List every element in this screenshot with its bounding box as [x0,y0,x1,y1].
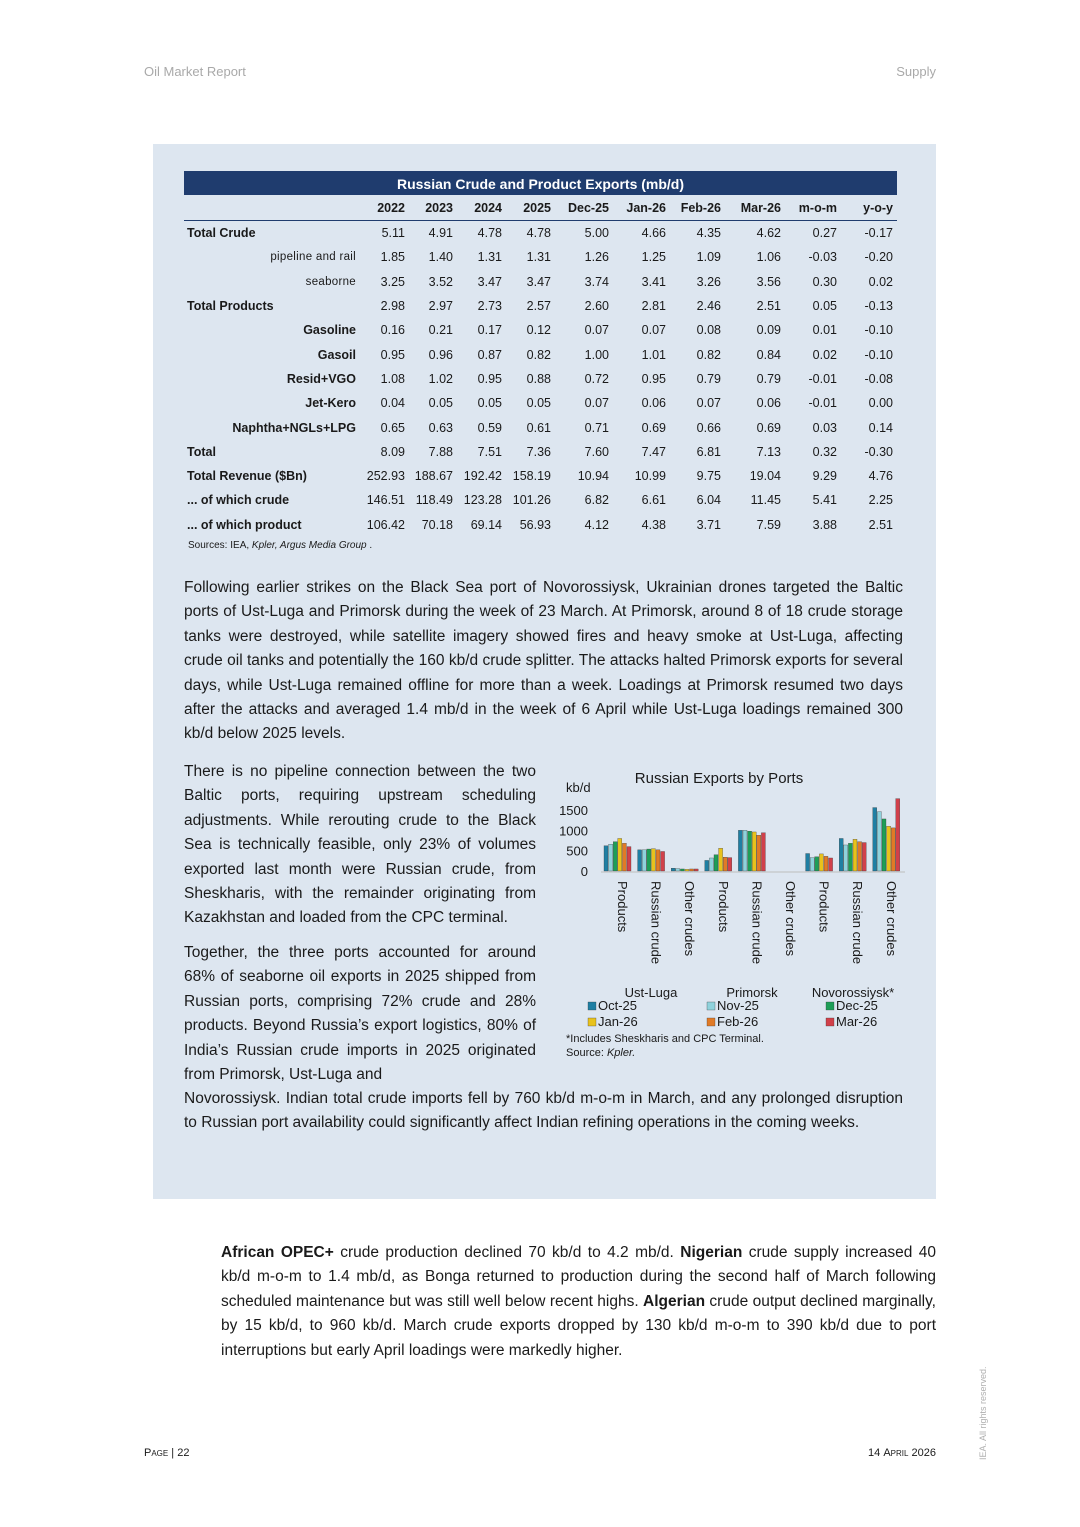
legend-label: Oct-25 [598,998,638,1013]
bar-mar-26 [862,843,866,871]
bar-dec-25 [714,855,718,871]
column-header: Dec-25 [555,196,613,221]
bar-oct-25 [705,860,709,871]
page-num: | 22 [171,1447,190,1459]
table-cell: 3.47 [526,274,551,289]
table-cell: 1.31 [477,250,502,265]
bar-nov-25 [743,830,747,871]
row-label: Total [187,444,216,459]
table-cell: 6.04 [696,493,721,508]
copyright-note: IEA. All rights reserved. [978,1366,988,1460]
table-cell: 2.25 [868,493,893,508]
table-row [184,415,897,439]
table-cell: 0.82 [526,347,551,362]
table-cell: 0.09 [756,323,781,338]
table-cell: -0.08 [864,371,893,386]
table-cell: 9.75 [696,469,721,484]
table-cell: 1.02 [428,371,453,386]
table-cell: 2.98 [380,299,405,314]
bar-mar-26 [896,799,900,871]
table-cell: -0.01 [808,396,837,411]
bar-feb-26 [824,856,828,871]
table-cell: 4.91 [428,226,453,241]
legend-label: Feb-26 [717,1014,759,1029]
p4-text-3: crude output declined marginally, by 15 kb/d, to 960 kb/d. March crude exports dropped by 130 kb/d m-o-m to 390 kb/d due to port interruptions but early April loadings were markedly higher. [221,1292,936,1359]
bar-feb-26 [891,828,895,871]
row-label: ... of which product [187,517,302,532]
y-tick-label: 500 [566,843,588,859]
x-tick-label: Russian crude [749,881,765,965]
table-header-row [184,196,897,221]
table-cell: 6.61 [641,493,666,508]
group-label: Novorossiysk* [811,985,895,1000]
p4-bold-1: African OPEC+ [221,1244,334,1261]
table-cell: 3.88 [812,517,837,532]
table-cell: 5.11 [381,226,405,241]
x-tick-label: Other crudes [682,881,698,957]
table-cell: 0.27 [812,226,837,241]
report-date [868,1447,936,1459]
table-cell: 1.40 [428,250,453,265]
table-cell: 0.12 [526,323,551,338]
table-cell: 0.72 [584,371,609,386]
row-label: Total Products [187,299,274,314]
table-cell: 1.26 [584,250,609,265]
table-cell: 0.71 [584,420,609,435]
table-row [184,367,897,391]
bar-mar-26 [728,858,732,871]
bar-oct-25 [806,854,810,871]
table-cell: 0.30 [812,274,837,289]
bar-mar-26 [661,851,665,871]
table-cell: 0.08 [696,323,721,338]
p4-bold-2: Nigerian [680,1244,743,1261]
row-label: Resid+VGO [286,371,356,386]
bar-nov-25 [877,812,881,871]
row-label: pipeline and rail [270,251,356,264]
table-cell: 0.79 [756,371,781,386]
bar-mar-26 [829,858,833,871]
x-tick-label: Russian crude [850,881,866,965]
table-cell: 158.19 [512,469,551,484]
table-cell: 5.00 [584,226,609,241]
table-cell: 0.05 [812,299,837,314]
table-cell: 0.05 [477,396,502,411]
table-cell: 7.88 [428,444,453,459]
chart-source-prefix: Source: [566,1047,607,1059]
russian-exports-chart [553,762,905,1062]
table-cell: 1.25 [641,250,666,265]
y-tick-label: 0 [580,864,588,879]
column-header: 2022 [362,196,409,221]
table-cell: 4.78 [477,226,502,241]
bar-feb-26 [622,843,626,871]
paragraph-3a: Together, the three ports accounted for around 68% of seaborne oil exports in 2025 shipped from Russian ports, comprising 72% crude and 28% products. Beyond Russia’s export logistics, 80% of India’s Russian crude imports in 2025 originated from Primorsk, Ust-Luga and [184,944,536,1084]
table-cell: 0.02 [868,274,893,289]
page-label: Page [144,1447,169,1459]
table-cell: 0.05 [526,396,551,411]
page-number [144,1447,189,1459]
bar-jan-26 [752,832,756,871]
table-row [184,440,897,464]
bar-nov-25 [844,845,848,871]
bar-jan-26 [651,849,655,871]
bar-feb-26 [723,857,727,871]
bar-jan-26 [719,848,723,871]
table-cell: 0.66 [696,420,721,435]
table-cell: 192.42 [463,469,502,484]
table-row [184,342,897,366]
table-row [184,318,897,342]
column-header: 2024 [457,196,506,221]
chart-source [566,1047,635,1059]
row-label: ... of which crude [187,493,290,508]
paragraph-4 [221,1241,936,1363]
table-cell: 0.95 [641,371,666,386]
table-cell: 123.28 [463,493,502,508]
bar-jan-26 [853,839,857,871]
p4-text-1: crude production declined 70 kb/d to 4.2 mb/d. [333,1244,681,1261]
p4-text-2: crude supply increased 40 kb/d m-o-m to 1.4 mb/d, as Bonga returned to production during the second half of March following scheduled maintenance but was still well below recent highs. [221,1244,937,1310]
table-cell: 0.06 [641,396,666,411]
table-cell: -0.13 [864,299,893,314]
column-header: 2023 [409,196,457,221]
table-row [184,513,897,537]
table-row [184,270,897,294]
group-label: Primorsk [726,985,778,1000]
chart-ylabel: kb/d [566,780,591,795]
bar-oct-25 [604,846,608,871]
header-empty [184,196,362,221]
table-cell: 0.84 [756,347,781,362]
table-cell: -0.10 [864,323,893,338]
table-cell: 0.07 [641,323,666,338]
paragraph-2: There is no pipeline connection between the two Baltic ports, requiring upstream scheduling adjustments. While rerouting crude to the Black Sea is technically feasible, only 23% of volumes exported last month were Russian crude, from Sheskharis, with the remainder originating from Kazakhstan and loaded from the CPC terminal. [184,763,536,927]
chart-source-italic: Kpler. [606,1047,636,1059]
table-cell: -0.17 [864,226,893,241]
bar-dec-25 [680,869,684,871]
table-cell: 3.74 [584,274,609,289]
table-cell: 0.07 [584,396,609,411]
row-label: Total Crude [187,226,256,241]
bar-oct-25 [638,850,642,871]
x-tick-label: Products [816,881,832,933]
legend-label: Dec-25 [836,998,878,1013]
table-cell: 8.09 [380,444,405,459]
bar-mar-26 [694,869,698,871]
bar-feb-26 [858,842,862,871]
table-cell: 0.96 [428,347,453,362]
paragraph-1: Following earlier strikes on the Black Sea port of Novorossiysk, Ukrainian drones targeted the Baltic ports of Ust-Luga and Primorsk during the week of 23 March. At Primorsk, around 8 of 18 crude storage tanks were destroyed, while satellite imagery showed fires and heavy smoke at Ust-Luga, affecting crude oil tanks and potentially the 160 kb/d crude splitter. The attacks halted Primorsk exports for several days, while Ust-Luga remained offline for more than a week. Loadings at Primorsk resumed two days after the attacks and averaged 1.4 mb/d in the week of 6 April while Ust-Luga loadings remained 300 kb/d below 2025 levels. [184,579,903,743]
row-label: Jet-Kero [305,396,356,411]
table-cell: 10.99 [634,469,666,484]
table-cell: 1.31 [526,250,551,265]
bar-jan-26 [887,826,891,871]
table-cell: 0.65 [380,420,405,435]
table-row [184,464,897,488]
table-cell: 1.08 [380,371,405,386]
chart-footnote: *Includes Sheskharis and CPC Terminal. [566,1033,764,1045]
p4-bold-3: Algerian [643,1292,706,1310]
table-cell: 69.14 [470,517,502,532]
table-cell: 0.59 [477,420,502,435]
column-header: Mar-26 [725,196,785,221]
table-cell: 0.21 [428,323,453,338]
table-cell: 0.87 [477,347,502,362]
date-year: 2026 [911,1447,936,1459]
table-cell: 0.14 [868,420,893,435]
column-header: y-o-y [841,196,897,221]
table-cell: 3.26 [696,274,721,289]
bar-oct-25 [839,838,843,871]
bar-jan-26 [618,838,622,871]
table-cell: 4.76 [868,469,893,484]
legend-swatch [588,1002,596,1010]
table-row [184,294,897,318]
bar-nov-25 [810,858,814,871]
table-cell: 4.78 [526,226,551,241]
table-cell: 0.06 [756,396,781,411]
table-cell: 0.82 [696,347,721,362]
table-row [184,221,897,246]
bar-feb-26 [757,835,761,871]
bar-dec-25 [882,819,886,871]
table-cell: 252.93 [366,469,405,484]
bar-jan-26 [819,854,823,871]
group-label: Ust-Luga [624,985,678,1000]
table-cell: 0.95 [477,371,502,386]
table-cell: 0.01 [812,323,837,338]
bar-dec-25 [613,842,617,871]
column-header: 2025 [506,196,555,221]
bar-mar-26 [761,833,765,871]
row-label: Gasoline [303,323,356,338]
table-cell: 0.69 [641,420,666,435]
table-cell: 2.81 [641,299,666,314]
exports-table [184,196,897,537]
table-cell: 5.41 [812,493,837,508]
table-cell: 118.49 [415,493,453,508]
x-tick-label: Other crudes [783,881,798,957]
table-cell: 3.52 [428,274,453,289]
bar-nov-25 [609,844,613,871]
row-label: Naphtha+NGLs+LPG [232,420,356,435]
table-cell: 6.82 [584,493,609,508]
report-title: Oil Market Report [144,64,246,79]
section-title: Supply [896,64,936,79]
table-cell: 0.79 [696,371,721,386]
table-cell: 4.62 [756,226,781,241]
bar-oct-25 [738,830,742,871]
bar-feb-26 [690,869,694,871]
table-cell: 4.66 [641,226,666,241]
legend-label: Jan-26 [598,1014,638,1029]
bar-mar-26 [627,847,631,871]
table-cell: 7.51 [477,444,502,459]
table-cell: 0.07 [696,396,721,411]
legend-swatch [707,1002,715,1010]
bar-nov-25 [676,869,680,871]
column-header: Feb-26 [670,196,725,221]
bar-nov-25 [642,850,646,871]
table-cell: 0.88 [526,371,551,386]
table-cell: 3.25 [380,274,405,289]
table-source [188,540,372,551]
table-cell: 0.16 [380,323,405,338]
bar-dec-25 [647,849,651,871]
table-cell: 0.07 [584,323,609,338]
table-cell: 0.00 [868,396,893,411]
table-cell: 146.51 [366,493,405,508]
row-label: Gasoil [317,347,356,362]
table-cell: 7.60 [584,444,609,459]
table-cell: 2.97 [428,299,453,314]
table-cell: 1.00 [584,347,609,362]
bar-dec-25 [748,831,752,871]
table-cell: 70.18 [421,517,453,532]
paragraph-3b: Novorossiysk. Indian total crude imports fell by 760 kb/d m-o-m in March, and any prolonged disruption to Russian port availability could significantly affect Indian refining operations in the coming weeks. [184,1090,903,1132]
bar-nov-25 [709,858,713,871]
table-cell: -0.20 [864,250,893,265]
legend-label: Nov-25 [717,998,759,1013]
x-tick-label: Products [715,881,731,933]
row-label: Total Revenue ($Bn) [187,469,307,484]
table-cell: 56.93 [519,517,551,532]
table-cell: 7.47 [641,444,666,459]
legend-label: Mar-26 [836,1014,878,1029]
table-cell: -0.01 [808,371,837,386]
table-source-prefix: Sources: IEA, [188,540,250,551]
table-cell: -0.03 [808,250,837,265]
x-tick-label: Other crudes [883,881,899,957]
table-source-italic: Kpler, Argus Media Group [251,540,367,551]
bar-oct-25 [873,808,877,871]
table-cell: 4.12 [584,517,609,532]
y-tick-label: 1000 [559,823,588,839]
table-cell: 2.73 [477,299,502,314]
table-cell: 188.67 [414,469,453,484]
legend-swatch [707,1018,715,1026]
table-row [184,391,897,415]
table-cell: 3.47 [477,274,502,289]
table-cell: 1.09 [696,250,721,265]
table-cell: 19.04 [749,469,781,484]
bar-dec-25 [815,857,819,871]
legend-swatch [826,1002,834,1010]
column-header: m-o-m [785,196,841,221]
table-cell: 0.04 [380,396,405,411]
date-day: 14 [868,1447,881,1459]
table-cell: 2.60 [584,299,609,314]
table-cell: -0.30 [864,444,893,459]
legend-swatch [826,1018,834,1026]
table-cell: 0.61 [526,420,551,435]
table-row [184,245,897,269]
table-cell: 10.94 [577,469,609,484]
table-cell: 0.02 [812,347,837,362]
table-cell: 0.32 [812,444,837,459]
table-cell: 3.56 [756,274,781,289]
x-tick-label: Russian crude [648,881,664,965]
legend-swatch [588,1018,596,1026]
table-cell: 11.45 [750,493,781,508]
chart-title: Russian Exports by Ports [634,770,804,787]
bar-jan-26 [685,869,689,871]
table-cell: 7.13 [756,444,781,459]
table-cell: 106.42 [366,517,405,532]
table-cell: 0.63 [428,420,453,435]
table-cell: 0.17 [477,323,502,338]
date-month: April [883,1447,909,1459]
table-cell: 0.95 [380,347,405,362]
table-title: Russian Crude and Product Exports (mb/d) [184,171,897,195]
bar-oct-25 [671,868,675,871]
bar-dec-25 [848,843,852,871]
table-cell: 7.59 [756,517,781,532]
y-tick-label: 1500 [559,803,588,818]
table-cell: 2.51 [756,299,781,314]
table-cell: 4.38 [641,517,666,532]
table-source-suffix: . [369,540,373,551]
table-cell: 7.36 [526,444,551,459]
x-tick-label: Products [615,881,630,933]
table-cell: 3.71 [696,517,721,532]
table-cell: 2.57 [526,299,551,314]
table-row [184,488,897,512]
table-cell: 0.03 [812,420,837,435]
table-cell: 101.26 [512,493,551,508]
table-cell: 6.81 [696,444,721,459]
table-cell: -0.10 [864,347,893,362]
table-cell: 4.35 [696,226,721,241]
table-cell: 1.01 [641,347,666,362]
table-cell: 1.06 [756,250,781,265]
column-header: Jan-26 [613,196,670,221]
table-cell: 1.85 [380,250,405,265]
row-label: seaborne [305,275,356,288]
table-cell: 9.29 [812,469,837,484]
table-cell: 0.05 [428,396,453,411]
table-cell: 0.69 [756,420,781,435]
table-cell: 3.41 [641,274,666,289]
bar-feb-26 [656,850,660,871]
table-cell: 2.46 [696,299,721,314]
table-cell: 2.51 [868,517,893,532]
